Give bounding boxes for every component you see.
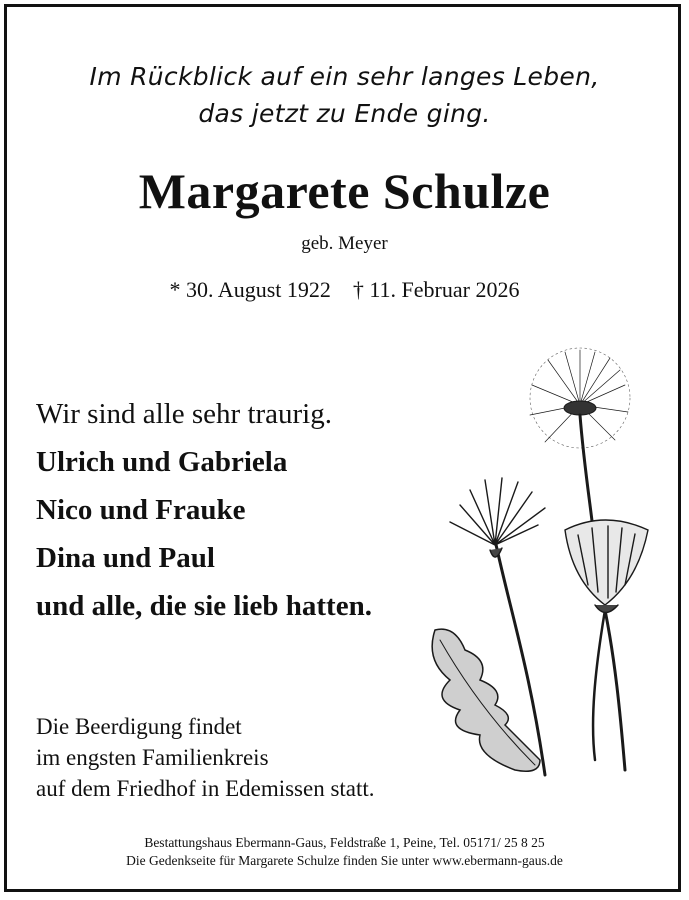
funeral-info bbox=[36, 711, 375, 804]
mourner-line: Dina und Paul bbox=[36, 542, 215, 574]
birth-date: * 30. August 1922 bbox=[169, 277, 331, 302]
memorial-page-info: Die Gedenkseite für Margarete Schulze finden Sie unter www.ebermann-gaus.de bbox=[126, 853, 563, 868]
death-date: † 11. Februar 2026 bbox=[352, 277, 520, 302]
dandelion-illustration bbox=[420, 330, 660, 790]
mourners-block bbox=[36, 390, 372, 630]
funeral-line: im engsten Familienkreis bbox=[36, 745, 269, 770]
mourner-line: Ulrich und Gabriela bbox=[36, 446, 288, 478]
birth-name: geb. Meyer bbox=[301, 233, 388, 254]
mourners-intro: Wir sind alle sehr traurig. bbox=[36, 398, 332, 430]
funeral-line: auf dem Friedhof in Edemissen statt. bbox=[36, 776, 375, 801]
funeral-home-info: Bestattungshaus Ebermann-Gaus, Feldstraße 1, Peine, Tel. 05171/ 25 8 25 bbox=[144, 835, 545, 850]
funeral-line: Die Beerdigung findet bbox=[36, 714, 242, 739]
leaf-icon bbox=[432, 629, 540, 771]
life-dates bbox=[0, 277, 689, 303]
deceased-name: Margarete Schulze bbox=[138, 163, 551, 219]
motto-line-1: Im Rückblick auf ein sehr langes Leben, bbox=[89, 62, 600, 91]
motto-line-2: das jetzt zu Ende ging. bbox=[198, 99, 491, 128]
mourner-line: und alle, die sie lieb hatten. bbox=[36, 590, 372, 622]
seed-head-icon bbox=[530, 348, 630, 448]
mourner-line: Nico und Frauke bbox=[36, 494, 246, 526]
closed-flower-icon bbox=[565, 520, 648, 613]
